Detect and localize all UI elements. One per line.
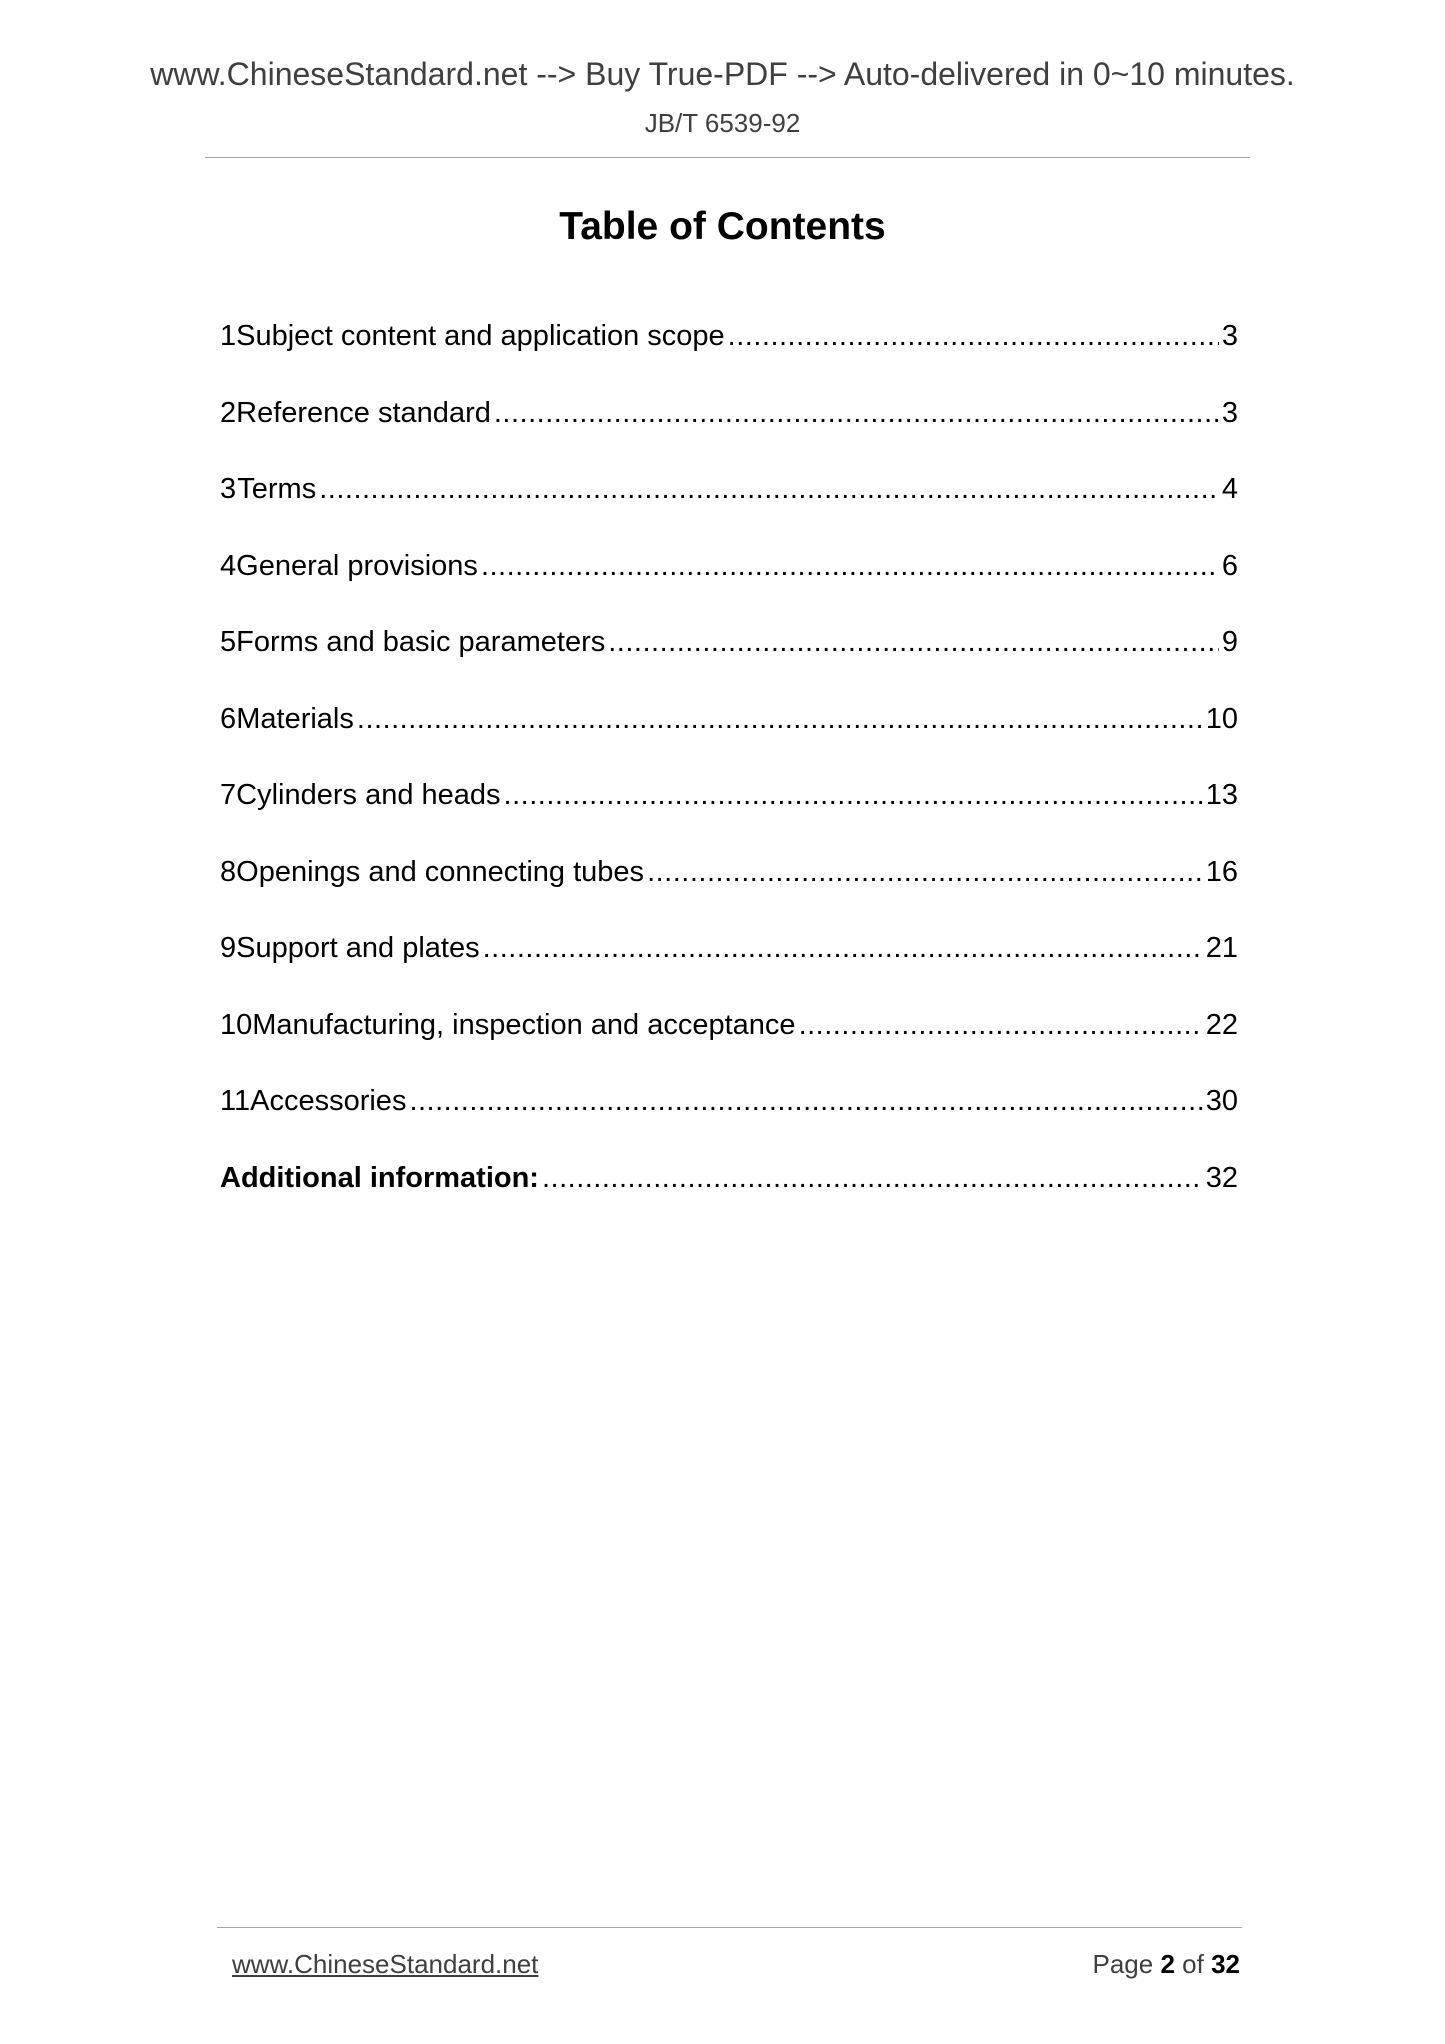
toc-entry-number: 7	[220, 779, 237, 811]
toc-entry-label: Subject content and application scope	[236, 320, 725, 352]
toc-entry-page: 10	[1205, 702, 1238, 735]
total-pages: 32	[1211, 1949, 1240, 1979]
toc-entry-page: 3	[1221, 320, 1238, 352]
toc-entry-page: 3	[1221, 396, 1238, 429]
toc-entry[interactable]	[220, 1087, 1238, 1164]
header-banner: www.ChineseStandard.net --> Buy True-PDF --> Auto-delivered in 0~10 minutes.	[150, 56, 1295, 92]
toc-entry[interactable]	[220, 475, 1238, 552]
toc-dot-leader	[481, 552, 1219, 581]
toc-entry-page: 13	[1205, 779, 1238, 811]
toc-dot-leader	[799, 1011, 1203, 1040]
toc-entry-label: Cylinders and heads	[236, 779, 501, 811]
toc-entry-label: Openings and connecting tubes	[236, 855, 645, 888]
toc-entry-label: Forms and basic parameters	[236, 626, 606, 658]
toc-entry[interactable]	[220, 628, 1238, 705]
toc-dot-leader	[409, 1087, 1202, 1116]
toc-entry-label: Reference standard	[236, 396, 491, 429]
toc-dot-leader	[357, 705, 1203, 734]
toc-dot-leader	[542, 1164, 1203, 1193]
toc-entry-page: 4	[1221, 473, 1238, 505]
toc-entry-number: 5	[220, 626, 237, 658]
toc-entry[interactable]	[220, 322, 1238, 399]
toc-entry-number: 1	[220, 320, 237, 352]
toc-dot-leader	[319, 475, 1219, 504]
toc-entry[interactable]	[220, 934, 1238, 1011]
toc-dot-leader	[483, 934, 1203, 963]
toc-entry-page: 16	[1205, 855, 1238, 888]
toc-entry-number: 8	[220, 855, 237, 888]
current-page: 2	[1160, 1949, 1175, 1979]
page-title: Table of Contents	[559, 205, 886, 248]
toc-entry-number: 2	[220, 396, 237, 429]
toc-entry-label: Additional information:	[220, 1161, 539, 1194]
footer-divider	[217, 1927, 1242, 1928]
toc-dot-leader	[647, 858, 1203, 887]
document-id: JB/T 6539-92	[644, 108, 801, 138]
toc-entry-number: 4	[220, 549, 237, 582]
toc-dot-leader	[728, 322, 1219, 351]
page-number	[1092, 1951, 1240, 1977]
page-label: Page	[1092, 1949, 1154, 1979]
toc-dot-leader	[494, 399, 1219, 428]
toc-entry-number: 6	[220, 702, 237, 735]
toc-entry-number: 11	[220, 1085, 251, 1117]
toc-entry[interactable]	[220, 549, 1238, 629]
toc-entry-label: Manufacturing, inspection and acceptance	[252, 1008, 796, 1041]
toc-entry-label: Accessories	[250, 1085, 407, 1117]
toc-entry-number: 3	[220, 473, 237, 505]
toc-entry-page: 22	[1205, 1008, 1238, 1041]
toc-entry-page: 9	[1221, 626, 1238, 658]
toc-entry-additional-information[interactable]	[220, 1161, 1238, 1241]
table-of-contents	[220, 322, 1238, 1240]
toc-entry-number: 10	[220, 1008, 253, 1041]
footer-website-link[interactable]: www.ChineseStandard.net	[232, 1949, 539, 1979]
toc-dot-leader	[608, 628, 1219, 657]
toc-entry-label: General provisions	[236, 549, 478, 582]
toc-entry-page: 21	[1205, 932, 1238, 964]
toc-entry-label: Materials	[236, 702, 354, 735]
toc-entry-label: Support and plates	[236, 932, 480, 964]
toc-entry-page: 6	[1221, 549, 1238, 582]
toc-entry-label: Terms	[237, 473, 317, 505]
toc-dot-leader	[504, 781, 1203, 810]
toc-entry-page: 30	[1205, 1085, 1238, 1117]
page-of-label: of	[1182, 1949, 1204, 1979]
toc-entry[interactable]	[220, 702, 1238, 782]
header-divider	[205, 157, 1250, 158]
toc-entry[interactable]	[220, 855, 1238, 935]
toc-entry[interactable]	[220, 396, 1238, 476]
toc-entry[interactable]	[220, 781, 1238, 858]
toc-entry[interactable]	[220, 1008, 1238, 1088]
toc-entry-page: 32	[1205, 1161, 1238, 1194]
toc-entry-number: 9	[220, 932, 237, 964]
